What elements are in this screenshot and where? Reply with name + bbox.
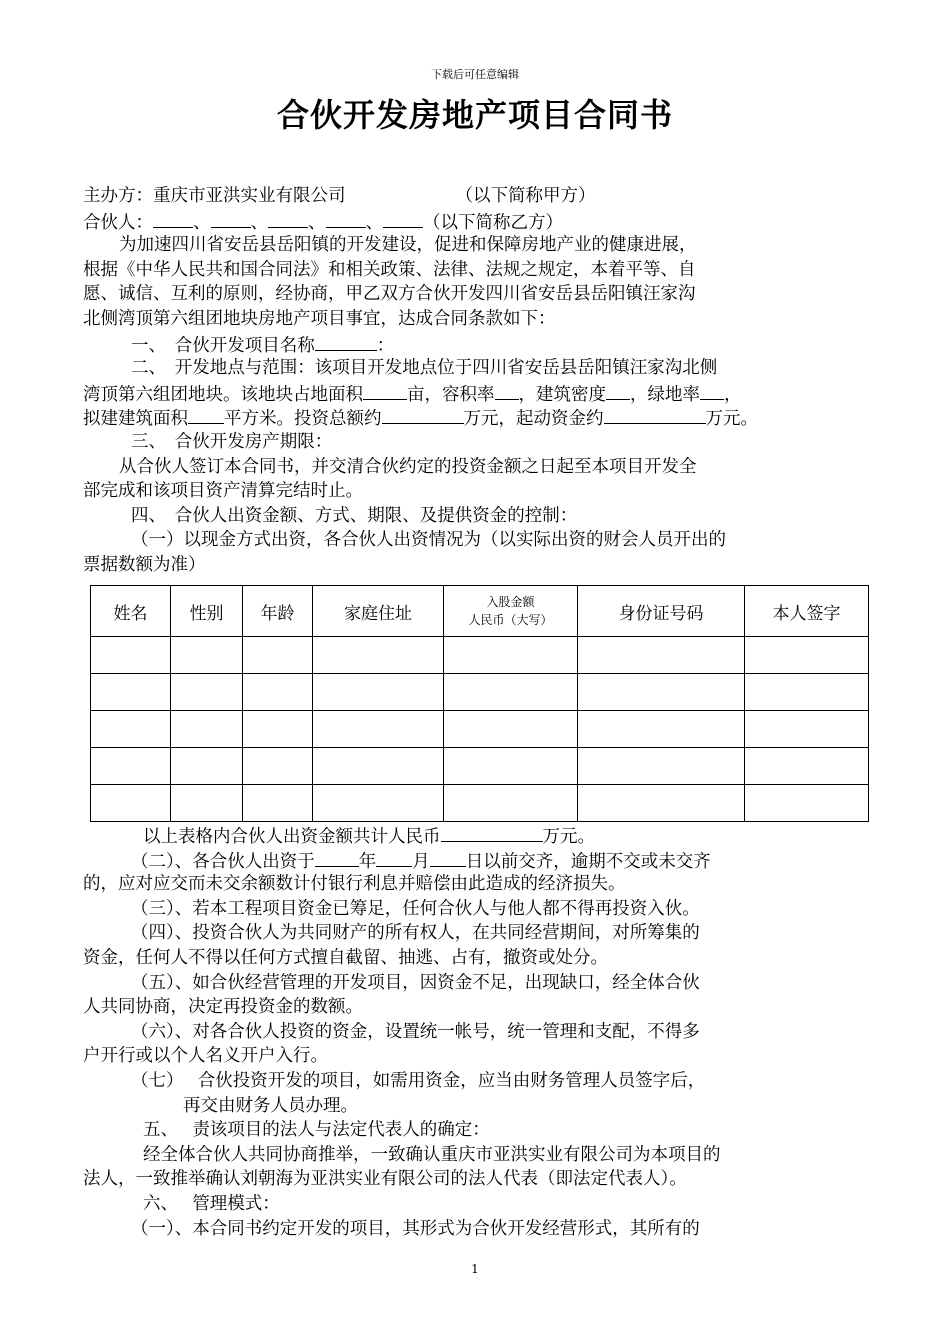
table-cell[interactable] xyxy=(578,748,745,785)
investment-table xyxy=(90,585,869,822)
table-cell[interactable] xyxy=(578,674,745,711)
section-6-head: 六、 管理模式： xyxy=(143,1193,280,1214)
clause-2-line: 的，应对应交而未交余额数计付银行利息并赔偿由此造成的经济损失。 xyxy=(83,874,626,895)
table-cell[interactable] xyxy=(444,711,578,748)
table-cell[interactable] xyxy=(578,785,745,822)
table-row xyxy=(91,748,869,785)
table-cell[interactable] xyxy=(243,785,313,822)
partner-alias: （以下简称乙方） xyxy=(423,212,563,233)
table-cell[interactable] xyxy=(745,674,869,711)
section-4-head: 四、 合伙人出资金额、方式、期限、及提供资金的控制： xyxy=(131,505,578,526)
partner-blank[interactable] xyxy=(326,209,366,228)
col-address: 家庭住址 xyxy=(313,586,444,637)
table-cell[interactable] xyxy=(171,748,243,785)
table-header-row xyxy=(91,586,869,637)
table-cell[interactable] xyxy=(313,674,444,711)
section-6-line: （一）、本合同书约定开发的项目，其形式为合伙开发经营形式，其所有的 xyxy=(131,1218,700,1239)
partner-line: 合伙人： 、 、 、 、 （以下简称乙方） xyxy=(83,209,883,234)
table-row xyxy=(91,711,869,748)
table-cell[interactable] xyxy=(171,637,243,674)
section-4-line: （一）以现金方式出资，各合伙人出资情况为（以实际出资的财会人员开出的 xyxy=(131,530,726,551)
table-cell[interactable] xyxy=(313,748,444,785)
download-note: 下载后可任意编辑 xyxy=(431,68,519,81)
table-cell[interactable] xyxy=(745,711,869,748)
clause-6-line: 户开行或以个人名义开户入行。 xyxy=(83,1046,328,1067)
table-cell[interactable] xyxy=(444,637,578,674)
table-row xyxy=(91,674,869,711)
table-cell[interactable] xyxy=(313,785,444,822)
col-name: 姓名 xyxy=(91,586,171,637)
section-5-head: 五、 责该项目的法人与法定代表人的确定： xyxy=(143,1120,490,1141)
table-row xyxy=(91,785,869,822)
table-cell[interactable] xyxy=(745,748,869,785)
intro-line: 根据《中华人民共和国合同法》和相关政策、法律、法规之规定，本着平等、自 xyxy=(83,259,696,280)
col-age: 年龄 xyxy=(243,586,313,637)
section-3-line: 部完成和该项目资产清算完结时止。 xyxy=(83,481,363,502)
plot-ratio-blank[interactable] xyxy=(495,381,519,400)
table-cell[interactable] xyxy=(243,748,313,785)
table-cell[interactable] xyxy=(91,711,171,748)
table-cell[interactable] xyxy=(91,637,171,674)
contract-body-continued xyxy=(83,823,883,1241)
table-cell[interactable] xyxy=(91,748,171,785)
total-amount-blank[interactable] xyxy=(441,823,543,842)
table-cell[interactable] xyxy=(171,711,243,748)
day-blank[interactable] xyxy=(430,848,466,867)
table-cell[interactable] xyxy=(171,674,243,711)
clause-6-line: （六）、对各合伙人投资的资金，设置统一帐号，统一管理和支配，不得多 xyxy=(131,1021,700,1042)
section-2-line: 二、 开发地点与范围：该项目开发地点位于四川省安岳县岳阳镇汪家沟北侧 xyxy=(131,358,718,379)
page-number: 1 xyxy=(471,1262,479,1276)
clause-5-line: 人共同协商，决定再投资金的数额。 xyxy=(83,997,363,1018)
col-signature: 本人签字 xyxy=(745,586,869,637)
partner-blank[interactable] xyxy=(383,209,423,228)
table-cell[interactable] xyxy=(243,637,313,674)
total-investment-blank[interactable] xyxy=(382,405,464,424)
clause-4-line: 资金，任何人不得以任何方式擅自截留、抽逃、占有，撤资或处分。 xyxy=(83,947,608,968)
month-blank[interactable] xyxy=(376,848,412,867)
section-3-line: 从合伙人签订本合同书，并交清合伙约定的投资金额之日起至本项目开发全 xyxy=(119,456,697,477)
table-cell[interactable] xyxy=(444,674,578,711)
intro-line: 北侧湾顶第六组团地块房地产项目事宜，达成合同条款如下： xyxy=(83,308,556,329)
contract-body xyxy=(83,184,883,578)
clause-5-line: （五）、如合伙经营管理的开发项目，因资金不足，出现缺口，经全体合伙 xyxy=(131,972,700,993)
table-cell[interactable] xyxy=(578,637,745,674)
building-area-blank[interactable] xyxy=(188,405,224,424)
section-2-line: 拟建建筑面积 平方米。投资总额约 万元，起动资金约 万元。 xyxy=(83,405,883,430)
table-cell[interactable] xyxy=(444,748,578,785)
host-line xyxy=(83,184,883,209)
year-blank[interactable] xyxy=(315,848,359,867)
partner-blank[interactable] xyxy=(211,209,251,228)
section-5-line: 经全体合伙人共同协商推举，一致确认重庆市亚洪实业有限公司为本项目的 xyxy=(143,1144,721,1165)
table-cell[interactable] xyxy=(91,674,171,711)
project-name-blank[interactable] xyxy=(315,332,377,351)
clause-4-line: （四）、投资合伙人为共同财产的所有权人，在共同经营期间，对所筹集的 xyxy=(131,923,700,944)
clause-2-line: （二）、各合伙人出资于 年 月 日以前交齐，逾期不交或未交齐 xyxy=(83,848,883,873)
section-4-line: 票据数额为准） xyxy=(83,554,206,575)
table-cell[interactable] xyxy=(313,711,444,748)
section-3-head: 三、 合伙开发房产期限： xyxy=(131,431,333,452)
total-line: 以上表格内合伙人出资金额共计人民币 万元。 xyxy=(83,823,883,848)
section-5-line: 法人，一致推举确认刘朝海为亚洪实业有限公司的法人代表（即法定代表人）。 xyxy=(83,1169,687,1190)
clause-3-line: （三）、若本工程项目资金已筹足，任何合伙人与他人都不得再投资入伙。 xyxy=(131,898,700,919)
land-area-blank[interactable] xyxy=(363,381,407,400)
host-alias: （以下简称甲方） xyxy=(455,186,596,206)
table-cell[interactable] xyxy=(745,637,869,674)
partner-blank[interactable] xyxy=(268,209,308,228)
section-2-line: 湾顶第六组团地块。该地块占地面积 亩，容积率 ，建筑密度 ，绿地率 ， xyxy=(83,381,883,406)
section-1: 一、 合伙开发项目名称 ： xyxy=(83,332,883,357)
table-cell[interactable] xyxy=(91,785,171,822)
host-name: 重庆市亚洪实业有限公司 xyxy=(153,186,346,206)
host-label: 主办方： xyxy=(83,186,153,206)
table-cell[interactable] xyxy=(243,711,313,748)
col-id-number: 身份证号码 xyxy=(578,586,745,637)
partner-blank[interactable] xyxy=(153,209,193,228)
clause-7-line: 再交由财务人员办理。 xyxy=(183,1095,358,1116)
intro-line: 为加速四川省安岳县岳阳镇的开发建设，促进和保障房地产业的健康进展， xyxy=(119,235,697,256)
page-title: 合伙开发房地产项目合同书 xyxy=(276,96,673,134)
partner-label: 合伙人： xyxy=(83,212,153,233)
table-row xyxy=(91,637,869,674)
table-cell[interactable] xyxy=(313,637,444,674)
table-cell[interactable] xyxy=(243,674,313,711)
col-gender: 性别 xyxy=(171,586,243,637)
table-cell[interactable] xyxy=(578,711,745,748)
startup-fund-blank[interactable] xyxy=(604,405,706,424)
density-blank[interactable] xyxy=(606,381,630,400)
table-cell[interactable] xyxy=(745,785,869,822)
green-ratio-blank[interactable] xyxy=(700,381,724,400)
clause-7-line: （七） 合伙投资开发的项目，如需用资金，应当由财务管理人员签字后， xyxy=(131,1070,706,1091)
intro-line: 愿、诚信、互利的原则，经协商，甲乙双方合伙开发四川省安岳县岳阳镇汪家沟 xyxy=(83,284,696,305)
table-cell[interactable] xyxy=(444,785,578,822)
col-amount: 入股金额 人民币（大写） xyxy=(444,586,578,637)
table-cell[interactable] xyxy=(171,785,243,822)
